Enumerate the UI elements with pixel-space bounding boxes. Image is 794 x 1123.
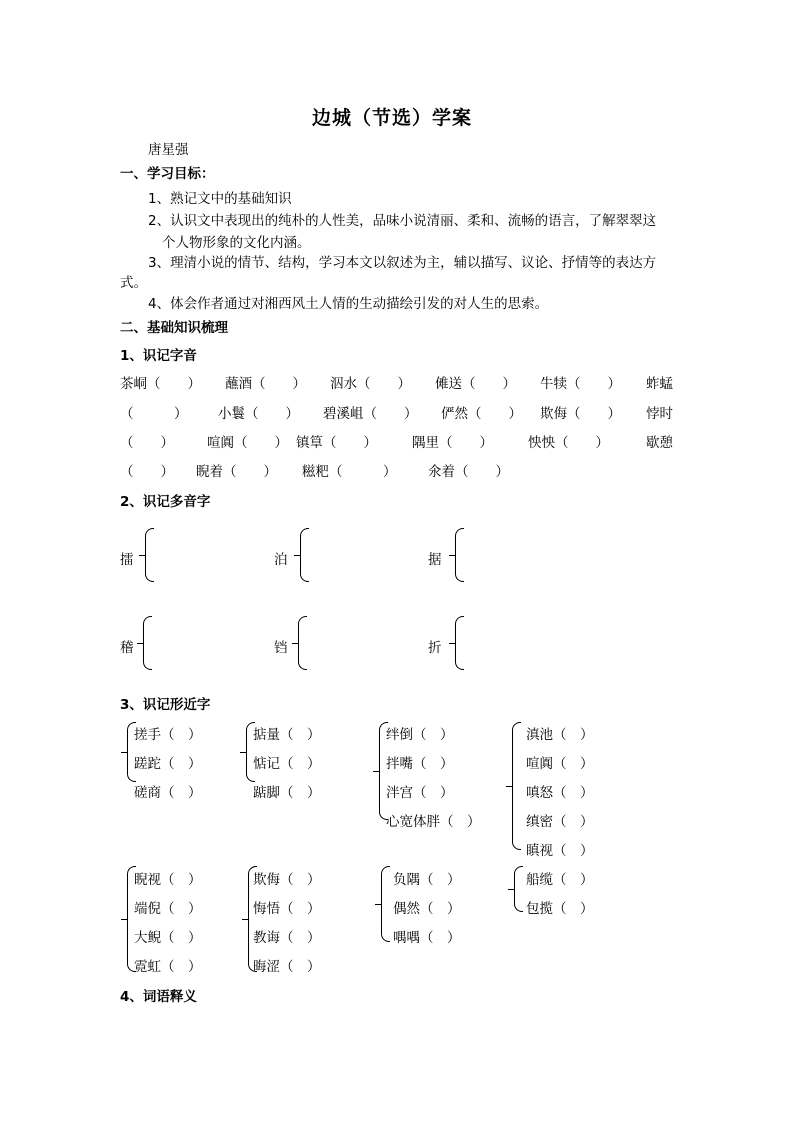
brace-icon [145,528,154,582]
pron-item: 傩送（ ） [435,376,516,392]
poly-char: 铛 [274,640,288,656]
similar-item: 包揽（ ） [526,901,594,917]
pron-item: 怏怏（ ） [528,435,609,451]
pron-item: 喧阗（ ） [207,435,288,451]
similar-item: 泮宫（ ） [386,785,454,801]
similar-item: 船缆（ ） [526,872,594,888]
similar-item: 晦涩（ ） [253,959,321,975]
goal-line: 式。 [120,275,147,291]
goal-line: 4、体会作者通过对湘西风土人情的生动描绘引发的对人生的思索。 [148,296,549,312]
similar-item: 瞋视（ ） [526,843,594,859]
brace-icon [143,616,152,670]
similar-item: 大鲵（ ） [134,930,202,946]
brace-icon [514,866,523,912]
pron-item: 俨然（ ） [441,406,522,422]
pron-item: 欺侮（ ） [540,406,621,422]
goal-line: 1、熟记文中的基础知识 [148,191,292,207]
pron-item: 蘸酒（ ） [225,376,306,392]
similar-item: 教诲（ ） [253,930,321,946]
pron-item: （ ） [120,464,174,480]
similar-item: 磋商（ ） [134,785,202,801]
similar-item: 滇池（ ） [526,727,594,743]
similar-item: 睨视（ ） [134,872,202,888]
brace-icon [298,616,307,670]
similar-item: 搓手（ ） [134,727,202,743]
subheading-similar-chars: 3、识记形近字 [120,697,211,713]
similar-item: 喁喁（ ） [393,930,461,946]
author: 唐星强 [148,142,189,158]
similar-item: 悔悟（ ） [253,901,321,917]
pron-item: 茶峒（ ） [120,376,201,392]
section-heading-goals: 一、学习目标： [120,166,215,182]
page-title: 边城（节选）学案 [312,107,473,129]
similar-item: 拌嘴（ ） [386,756,454,772]
poly-char: 据 [428,552,442,568]
brace-icon [455,528,464,582]
pron-item: 碧溪岨（ ） [323,406,418,422]
similar-item: 欺侮（ ） [253,872,321,888]
brace-icon [455,616,464,670]
poly-char: 折 [428,640,442,656]
similar-item: 霓虹（ ） [134,959,202,975]
poly-char: 泊 [274,552,288,568]
pron-item: （ ） [120,435,174,451]
pron-item: 糍粑（ ） [302,464,397,480]
subheading-vocabulary: 4、词语释义 [120,989,197,1005]
poly-char: 擂 [120,552,134,568]
similar-item: 踮脚（ ） [253,785,321,801]
similar-item: 喧阗（ ） [526,756,594,772]
subheading-pronunciation: 1、识记字音 [120,348,197,364]
similar-item: 端倪（ ） [134,901,202,917]
pron-item: 悖时 [646,406,673,422]
pron-item: （ ） [120,406,188,422]
goal-line: 3、理清小说的情节、结构，学习本文以叙述为主，辅以描写、议论、抒情等的表达方 [148,255,657,271]
similar-item: 嗔怒（ ） [526,785,594,801]
similar-item: 心宽体胖（ ） [386,814,481,830]
similar-item: 蹉跎（ ） [134,756,202,772]
brace-icon [381,866,390,942]
similar-item: 负隅（ ） [393,872,461,888]
pron-item: 歇憩 [646,435,673,451]
similar-item: 偶然（ ） [393,901,461,917]
pron-item: 睨着（ ） [196,464,277,480]
pron-item: 蚱蜢 [646,376,673,392]
pron-item: 小鬟（ ） [218,406,299,422]
subheading-polyphonic: 2、识记多音字 [120,494,211,510]
poly-char: 稽 [120,640,134,656]
similar-item: 绊倒（ ） [386,727,454,743]
section-heading-basics: 二、基础知识梳理 [120,320,228,336]
brace-icon [300,528,309,582]
brace-icon [512,722,521,850]
goal-line: 2、认识文中表现出的纯朴的人性美，品味小说清丽、柔和、流畅的语言，了解翠翠这 [148,213,657,229]
similar-item: 缜密（ ） [526,814,594,830]
goal-line: 个人物形象的文化内涵。 [162,235,311,251]
pron-item: 隅里（ ） [412,435,493,451]
pron-item: 牛犊（ ） [540,376,621,392]
similar-item: 掂量（ ） [253,727,321,743]
pron-item: 镇筸（ ） [296,435,377,451]
pron-item: 泅水（ ） [330,376,411,392]
pron-item: 氽着（ ） [428,464,509,480]
similar-item: 惦记（ ） [253,756,321,772]
